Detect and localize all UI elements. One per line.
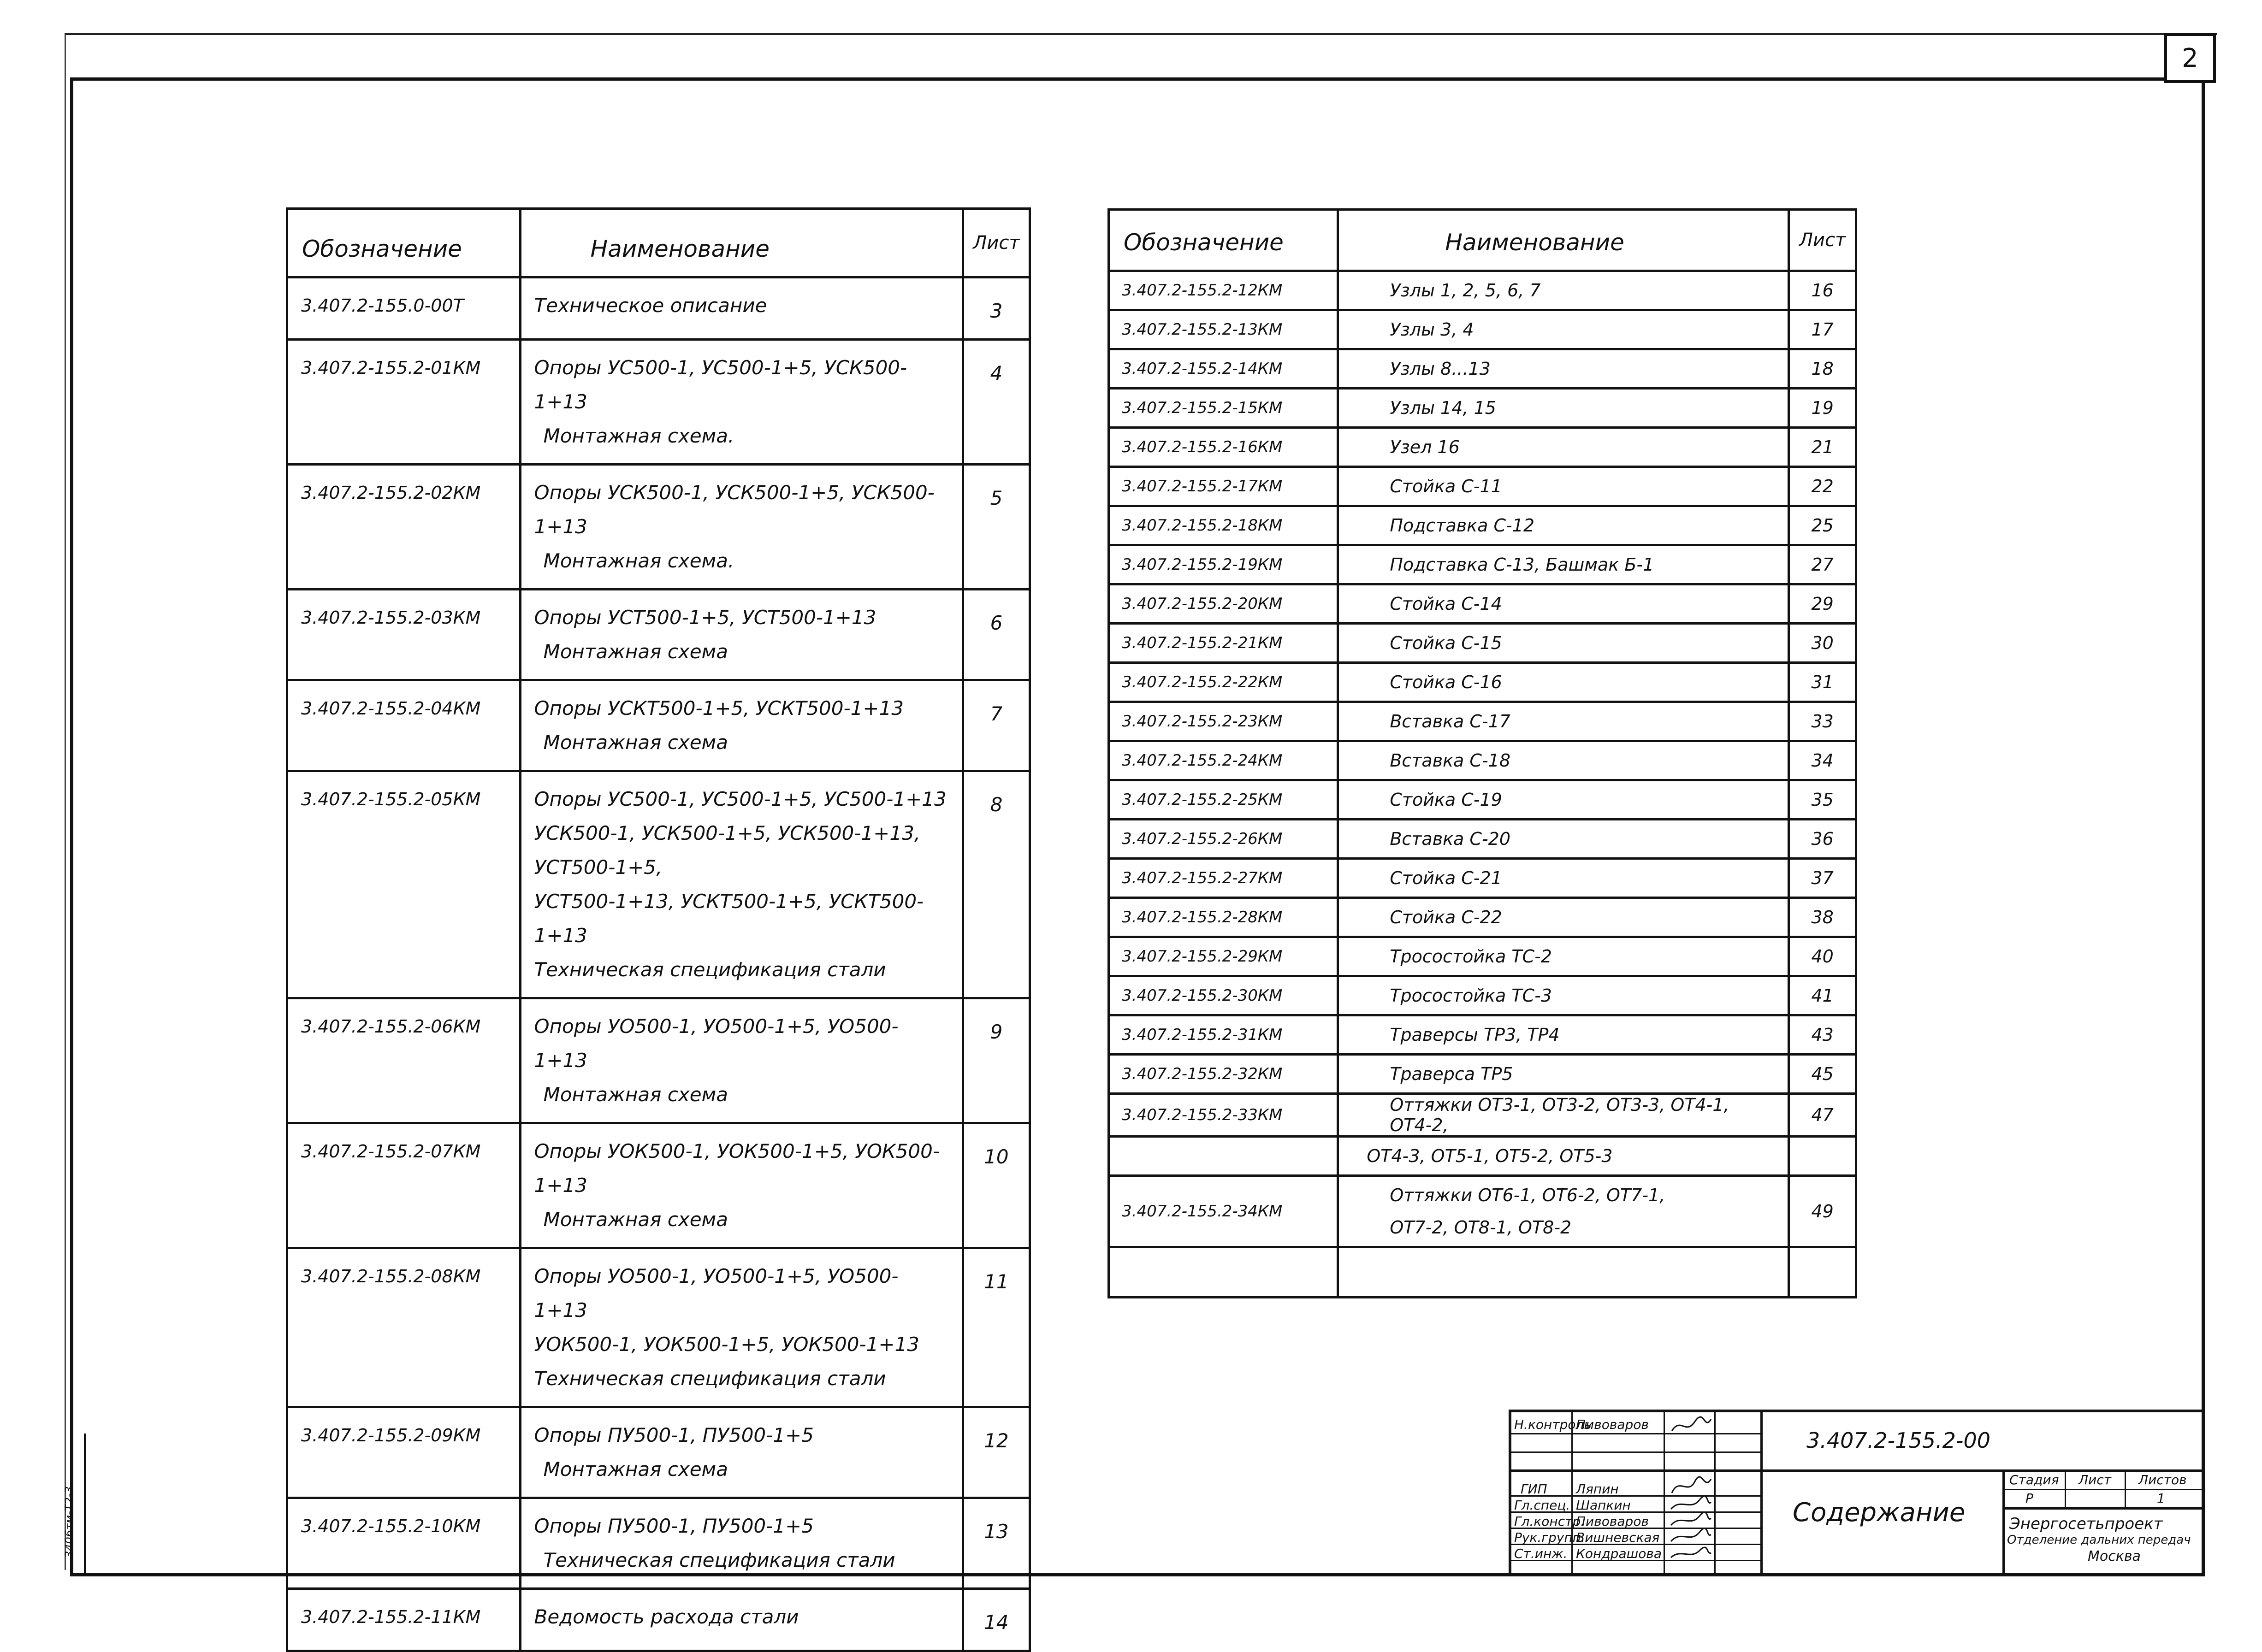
row-name: Траверсы ТР3, ТР4: [1338, 1015, 1789, 1055]
row-sheet: 25: [1789, 506, 1856, 545]
row-name-line: Монтажная схема: [543, 731, 728, 754]
table-row: [1109, 584, 1856, 624]
row-name-line: Монтажная схема: [543, 1458, 728, 1481]
row-designation: 3.407.2-155.2-26КМ: [1109, 820, 1338, 859]
row-name: Узлы 8...13: [1338, 349, 1789, 389]
row-name: Стойка С-22: [1338, 898, 1789, 937]
row-designation: 3.407.2-155.2-18КМ: [1109, 506, 1338, 545]
table-row: [1109, 624, 1856, 663]
name-n-control: Пивоваров: [1576, 1417, 1649, 1432]
table-row: [287, 1589, 1030, 1651]
row-sheet: 22: [1789, 467, 1856, 506]
row-sheet: 33: [1789, 702, 1856, 741]
row-name-line: УОК500-1, УОК500-1+5, УОК500-1+13: [534, 1333, 919, 1356]
row-name-line: Опоры ПУ500-1, ПУ500-1+5: [534, 1424, 814, 1446]
name-st-inzh: Кондрашова: [1576, 1546, 1662, 1561]
row-name: [520, 340, 963, 465]
table-row: [1109, 1176, 1856, 1247]
row-name-line: Монтажная схема.: [543, 425, 734, 447]
row-name: [520, 277, 963, 340]
org-department: Отделение дальних передач: [2007, 1533, 2191, 1547]
row-name-line: Опоры УС500-1, УС500-1+5, УС500-1+13: [534, 788, 947, 810]
role-ruk-grupp: Рук.групп.: [1514, 1530, 1585, 1545]
row-name-line: Опоры УС500-1, УС500-1+5, УСК500-1+13: [534, 356, 907, 413]
role-gip: ГИП: [1521, 1481, 1547, 1497]
name-gl-konstr: Пивоваров: [1576, 1514, 1649, 1529]
row-name: [1338, 1247, 1789, 1298]
row-designation: 3.407.2-155.2-25КМ: [1109, 780, 1338, 820]
row-designation: 3.407.2-155.2-33КМ: [1109, 1094, 1338, 1137]
row-name: Узел 16: [1338, 428, 1789, 467]
row-name: Подставка С-13, Башмак Б-1: [1338, 545, 1789, 584]
table-row: [1109, 271, 1856, 310]
row-sheet: 11: [963, 1248, 1030, 1407]
name-ruk-grupp: Вишневская: [1576, 1530, 1660, 1545]
row-designation: 3.407.2-155.2-34КМ: [1109, 1176, 1338, 1247]
row-name: [520, 1407, 963, 1498]
row-name: Тросостойка ТС-3: [1338, 976, 1789, 1015]
row-sheet: 37: [1789, 859, 1856, 898]
table-row: [1109, 937, 1856, 976]
row-name-line: Опоры УОК500-1, УОК500-1+5, УОК500-1+13: [534, 1140, 940, 1197]
table-row: [287, 590, 1030, 680]
row-sheet: 9: [963, 998, 1030, 1123]
right-table-body: [1109, 271, 1856, 1298]
signature-marks: [1667, 1412, 1713, 1576]
title-block: [1509, 1410, 2205, 1576]
header-designation: Обозначение: [1109, 210, 1338, 271]
row-sheet: 16: [1789, 271, 1856, 310]
role-st-inzh: Ст.инж.: [1514, 1546, 1568, 1561]
row-name-line: Опоры ПУ500-1, ПУ500-1+5: [534, 1515, 814, 1537]
left-table-body: [287, 277, 1030, 1651]
row-designation: 3.407.2-155.2-05КМ: [287, 771, 521, 998]
row-name: [520, 680, 963, 771]
row-sheet: 31: [1789, 663, 1856, 702]
row-sheet: 6: [963, 590, 1030, 680]
row-name-line: Опоры УСКТ500-1+5, УСКТ500-1+13: [534, 697, 904, 720]
table-row: [1109, 780, 1856, 820]
row-name: Стойка С-16: [1338, 663, 1789, 702]
row-name: [520, 998, 963, 1123]
table-row: [1109, 976, 1856, 1015]
table-row: [1109, 820, 1856, 859]
table-header: [1109, 210, 1856, 271]
table-row: [287, 998, 1030, 1123]
row-sheet: 38: [1789, 898, 1856, 937]
row-sheet: 30: [1789, 624, 1856, 663]
row-designation: [1109, 1137, 1338, 1176]
row-name: ОТ4-3, ОТ5-1, ОТ5-2, ОТ5-3: [1338, 1137, 1789, 1176]
row-designation: 3.407.2-155.2-10КМ: [287, 1498, 521, 1589]
row-sheet: 49: [1789, 1176, 1856, 1247]
row-designation: 3.407.2-155.2-13КМ: [1109, 310, 1338, 349]
row-designation: 3.407.2-155.2-04КМ: [287, 680, 521, 771]
row-name-line: Монтажная схема: [543, 1083, 728, 1106]
row-name-line: Техническая спецификация стали: [534, 958, 886, 981]
row-name: Узлы 3, 4: [1338, 310, 1789, 349]
table-row: [1109, 1247, 1856, 1298]
row-sheet: 3: [963, 277, 1030, 340]
row-sheet: 27: [1789, 545, 1856, 584]
row-designation: 3.407.2-155.2-07КМ: [287, 1123, 521, 1248]
table-row: [1109, 1015, 1856, 1055]
row-name: Тросостойка ТС-2: [1338, 937, 1789, 976]
row-designation: 3.407.2-155.2-17КМ: [1109, 467, 1338, 506]
table-row: [287, 1123, 1030, 1248]
row-designation: 3.407.2-155.2-21КМ: [1109, 624, 1338, 663]
row-name: [520, 1123, 963, 1248]
header-name: Наименование: [520, 209, 963, 277]
table-row: [1109, 1055, 1856, 1094]
row-name: Стойка С-19: [1338, 780, 1789, 820]
row-designation: 3.407.2-155.2-03КМ: [287, 590, 521, 680]
row-designation: 3.407.2-155.2-12КМ: [1109, 271, 1338, 310]
document-code: 3.407.2-155.2-00: [1806, 1428, 1990, 1453]
row-name-line: Техническая спецификация стали: [534, 1367, 886, 1390]
row-designation: 3.407.2-155.2-30КМ: [1109, 976, 1338, 1015]
row-designation: 3.407.2-155.2-01КМ: [287, 340, 521, 465]
row-sheet: [1789, 1137, 1856, 1176]
row-name: Вставка С-20: [1338, 820, 1789, 859]
table-row: [287, 1248, 1030, 1407]
row-sheet: 41: [1789, 976, 1856, 1015]
table-row: [287, 277, 1030, 340]
row-name: Оттяжки ОТ3-1, ОТ3-2, ОТ3-3, ОТ4-1, ОТ4-2,: [1338, 1094, 1789, 1137]
side-stamp: 3406тм-Т2-3: [63, 1486, 76, 1558]
row-designation: 3.407.2-155.2-15КМ: [1109, 389, 1338, 428]
row-name: Траверса ТР5: [1338, 1055, 1789, 1094]
table-row: [287, 680, 1030, 771]
row-designation: 3.407.2-155.2-29КМ: [1109, 937, 1338, 976]
row-sheet: 29: [1789, 584, 1856, 624]
row-name-line: Монтажная схема.: [543, 549, 734, 572]
row-name-line: Техническое описание: [534, 294, 767, 317]
table-row: [287, 1498, 1030, 1589]
table-row: [1109, 898, 1856, 937]
row-designation: 3.407.2-155.2-02КМ: [287, 465, 521, 590]
stage-label: Стадия: [2009, 1472, 2059, 1487]
table-row: [287, 465, 1030, 590]
sheets-label: Листов: [2138, 1472, 2187, 1487]
row-sheet: 19: [1789, 389, 1856, 428]
row-designation: 3.407.2-155.2-09КМ: [287, 1407, 521, 1498]
row-designation: 3.407.2-155.2-11КМ: [287, 1589, 521, 1651]
row-designation: 3.407.2-155.2-20КМ: [1109, 584, 1338, 624]
row-name: Стойка С-11: [1338, 467, 1789, 506]
row-sheet: 8: [963, 771, 1030, 998]
row-sheet: 7: [963, 680, 1030, 771]
row-name: Узлы 1, 2, 5, 6, 7: [1338, 271, 1789, 310]
row-sheet: 17: [1789, 310, 1856, 349]
row-name-line: Опоры УСК500-1, УСК500-1+5, УСК500-1+13: [534, 481, 935, 538]
row-name: [520, 1589, 963, 1651]
row-sheet: 18: [1789, 349, 1856, 389]
row-designation: 3.407.2-155.2-27КМ: [1109, 859, 1338, 898]
role-gl-konstr: Гл.констр.: [1514, 1514, 1585, 1529]
row-designation: 3.407.2-155.2-28КМ: [1109, 898, 1338, 937]
document-title: Содержание: [1793, 1498, 1966, 1528]
table-row: [1109, 545, 1856, 584]
row-sheet: 13: [963, 1498, 1030, 1589]
row-name: [520, 771, 963, 998]
name-gl-spec: Шапкин: [1576, 1498, 1631, 1513]
row-sheet: 10: [963, 1123, 1030, 1248]
row-name: [520, 1248, 963, 1407]
table-row: [1109, 349, 1856, 389]
row-sheet: 12: [963, 1407, 1030, 1498]
row-sheet: 14: [963, 1589, 1030, 1651]
row-name: [520, 590, 963, 680]
row-designation: 3.407.2-155.2-19КМ: [1109, 545, 1338, 584]
org-name: Энергосетьпроект: [2009, 1515, 2163, 1533]
row-name-line: УСК500-1, УСК500-1+5, УСК500-1+13, УСТ500-1+5,: [534, 822, 921, 879]
row-name: Оттяжки ОТ6-1, ОТ6-2, ОТ7-1, ОТ7-2, ОТ8-1, ОТ8-2: [1338, 1176, 1789, 1247]
row-name: Вставка С-18: [1338, 741, 1789, 780]
row-name: [520, 1498, 963, 1589]
contents-table-right: [1107, 208, 1857, 1298]
row-name-line: Опоры УО500-1, УО500-1+5, УО500-1+13: [534, 1015, 899, 1072]
sheet-number: 2: [2164, 33, 2216, 83]
sheets-value: 1: [2157, 1491, 2165, 1506]
role-n-control: Н.контроль: [1514, 1417, 1592, 1432]
row-name-line: УСТ500-1+13, УСКТ500-1+5, УСКТ500-1+13: [534, 890, 924, 947]
row-sheet: 35: [1789, 780, 1856, 820]
header-designation: Обозначение: [287, 209, 521, 277]
table-row: [1109, 702, 1856, 741]
row-designation: 3.407.2-155.0-00Т: [287, 277, 521, 340]
row-sheet: 34: [1789, 741, 1856, 780]
table-row: [287, 1407, 1030, 1498]
sheet-label: Лист: [2078, 1472, 2111, 1487]
table-row: [1109, 506, 1856, 545]
contents-table-left: [286, 207, 1031, 1652]
header-name: Наименование: [1338, 210, 1789, 271]
name-gip: Ляпин: [1576, 1481, 1619, 1497]
row-name-line: Опоры УСТ500-1+5, УСТ500-1+13: [534, 606, 876, 629]
row-designation: 3.407.2-155.2-16КМ: [1109, 428, 1338, 467]
row-designation: 3.407.2-155.2-14КМ: [1109, 349, 1338, 389]
row-name: Подставка С-12: [1338, 506, 1789, 545]
row-designation: [1109, 1247, 1338, 1298]
row-designation: 3.407.2-155.2-23КМ: [1109, 702, 1338, 741]
row-designation: 3.407.2-155.2-32КМ: [1109, 1055, 1338, 1094]
row-designation: 3.407.2-155.2-31КМ: [1109, 1015, 1338, 1055]
row-name: Стойка С-14: [1338, 584, 1789, 624]
row-sheet: 4: [963, 340, 1030, 465]
row-sheet: 47: [1789, 1094, 1856, 1137]
stage-value: Р: [2025, 1491, 2033, 1506]
row-name: Стойка С-15: [1338, 624, 1789, 663]
row-name: Стойка С-21: [1338, 859, 1789, 898]
row-name-line: Техническая спецификация стали: [543, 1549, 895, 1571]
row-sheet: 5: [963, 465, 1030, 590]
row-designation: 3.407.2-155.2-08КМ: [287, 1248, 521, 1407]
table-row: [1109, 389, 1856, 428]
row-name-line: Опоры УО500-1, УО500-1+5, УО500-1+13: [534, 1265, 899, 1322]
table-row: [1109, 741, 1856, 780]
row-designation: 3.407.2-155.2-06КМ: [287, 998, 521, 1123]
table-row: [1109, 428, 1856, 467]
row-name: Узлы 14, 15: [1338, 389, 1789, 428]
row-sheet: 40: [1789, 937, 1856, 976]
table-row: [1109, 310, 1856, 349]
table-row: [1109, 663, 1856, 702]
table-row: [1109, 1137, 1856, 1176]
header-sheet: Лист: [1789, 210, 1856, 271]
row-sheet: 45: [1789, 1055, 1856, 1094]
table-row: [1109, 859, 1856, 898]
table-row: [1109, 467, 1856, 506]
row-sheet: 36: [1789, 820, 1856, 859]
table-row: [287, 771, 1030, 998]
row-designation: 3.407.2-155.2-22КМ: [1109, 663, 1338, 702]
table-row: [287, 340, 1030, 465]
role-gl-spec: Гл.спец.: [1514, 1498, 1570, 1513]
table-header: [287, 209, 1030, 277]
row-name: Вставка С-17: [1338, 702, 1789, 741]
row-designation: 3.407.2-155.2-24КМ: [1109, 741, 1338, 780]
row-sheet: 43: [1789, 1015, 1856, 1055]
row-name-line: Монтажная схема: [543, 640, 728, 663]
row-name-line: Ведомость расхода стали: [534, 1605, 799, 1628]
row-name-line: Монтажная схема: [543, 1208, 728, 1231]
org-city: Москва: [2088, 1548, 2141, 1564]
header-sheet: Лист: [963, 209, 1030, 277]
row-sheet: [1789, 1247, 1856, 1298]
table-row: [1109, 1094, 1856, 1137]
row-sheet: 21: [1789, 428, 1856, 467]
row-name: [520, 465, 963, 590]
